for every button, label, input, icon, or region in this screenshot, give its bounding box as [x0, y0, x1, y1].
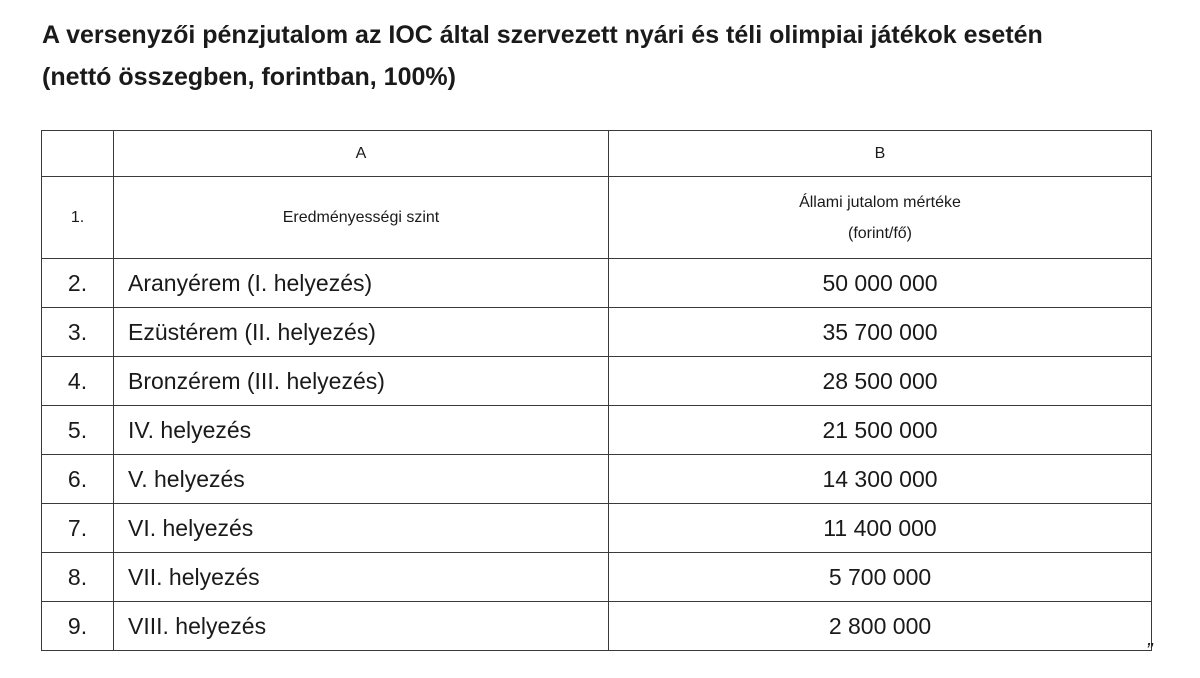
column-letter-a: A	[114, 131, 609, 177]
table-row	[42, 357, 1152, 406]
row-amount: 2 800 000	[609, 602, 1152, 651]
title-line-2: (nettó összegben, forintban, 100%)	[42, 63, 456, 91]
header-amount-line-1: Állami jutalom mértéke	[799, 193, 961, 211]
document-title	[42, 14, 1182, 98]
row-amount: 50 000 000	[609, 259, 1152, 308]
row-index: 6.	[42, 455, 114, 504]
row-level: VII. helyezés	[114, 553, 609, 602]
closing-quote-mark: ”	[1146, 640, 1153, 662]
row-amount: 11 400 000	[609, 504, 1152, 553]
row-amount: 35 700 000	[609, 308, 1152, 357]
header-index: 1.	[42, 177, 114, 259]
row-amount: 28 500 000	[609, 357, 1152, 406]
row-level: Bronzérem (III. helyezés)	[114, 357, 609, 406]
row-index: 4.	[42, 357, 114, 406]
column-letter-index	[42, 131, 114, 177]
row-amount: 21 500 000	[609, 406, 1152, 455]
row-level: Aranyérem (I. helyezés)	[114, 259, 609, 308]
row-level: V. helyezés	[114, 455, 609, 504]
row-index: 7.	[42, 504, 114, 553]
table-row	[42, 406, 1152, 455]
table-row	[42, 259, 1152, 308]
row-level: IV. helyezés	[114, 406, 609, 455]
row-index: 5.	[42, 406, 114, 455]
row-index: 3.	[42, 308, 114, 357]
row-amount: 14 300 000	[609, 455, 1152, 504]
row-amount: 5 700 000	[609, 553, 1152, 602]
column-letter-row	[42, 131, 1152, 177]
table-row	[42, 504, 1152, 553]
row-index: 8.	[42, 553, 114, 602]
header-amount	[609, 177, 1152, 259]
row-index: 2.	[42, 259, 114, 308]
table-row	[42, 553, 1152, 602]
column-letter-b: B	[609, 131, 1152, 177]
row-level: VIII. helyezés	[114, 602, 609, 651]
header-row	[42, 177, 1152, 259]
header-level: Eredményességi szint	[114, 177, 609, 259]
table-row	[42, 308, 1152, 357]
table-row	[42, 455, 1152, 504]
row-level: Ezüstérem (II. helyezés)	[114, 308, 609, 357]
prize-table	[41, 130, 1152, 651]
row-index: 9.	[42, 602, 114, 651]
row-level: VI. helyezés	[114, 504, 609, 553]
header-amount-line-2: (forint/fő)	[847, 224, 912, 242]
title-line-1: A versenyzői pénzjutalom az IOC által szervezett nyári és téli olimpiai játékok esetén	[42, 21, 1043, 49]
table-row	[42, 602, 1152, 651]
